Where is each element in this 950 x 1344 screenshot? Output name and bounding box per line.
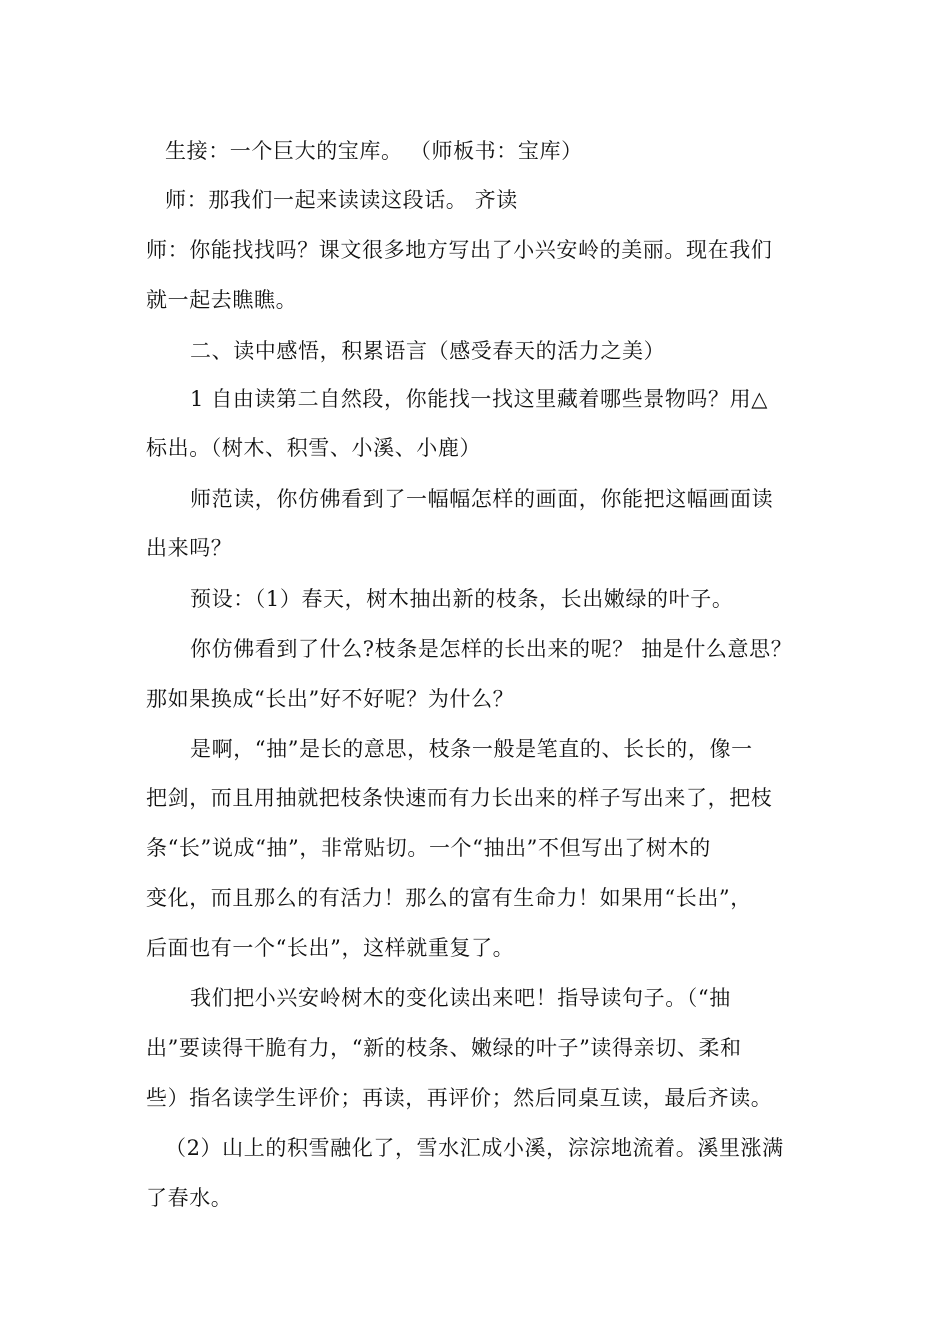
text-line-19: 出”要读得干脆有力，“新的枝条、嫩绿的叶子”读得亲切、柔和 <box>146 1036 742 1060</box>
text-line-2: 师：那我们一起来读读这段话。 齐读 <box>165 188 518 212</box>
text-line-15: 条“长”说成“抽”，非常贴切。一个“抽出”不但写出了树木的 <box>146 836 711 860</box>
text-line-1: 生接：一个巨大的宝库。 （师板书：宝库） <box>165 139 583 163</box>
text-line-7: 标出。（树木、积雪、小溪、小鹿） <box>146 436 482 460</box>
text-line-3: 师：你能找找吗？课文很多地方写出了小兴安岭的美丽。现在我们 <box>146 238 773 262</box>
text-line-16: 变化，而且那么的有活力！那么的富有生命力！如果用“长出”， <box>146 886 752 910</box>
text-line-14: 把剑，而且用抽就把枝条快速而有力长出来的样子写出来了，把枝 <box>146 786 773 810</box>
text-line-17: 后面也有一个“长出”，这样就重复了。 <box>146 936 515 960</box>
text-line-8: 师范读，你仿佛看到了一幅幅怎样的画面，你能把这幅画面读 <box>190 487 774 511</box>
text-line-11: 你仿佛看到了什么?枝条是怎样的长出来的呢？ 抽是什么意思？ <box>190 637 793 661</box>
text-line-18: 我们把小兴安岭树木的变化读出来吧！指导读句子。（“抽 <box>190 986 731 1010</box>
text-line-21: （2）山上的积雪融化了，雪水汇成小溪，淙淙地流着。溪里涨满 <box>165 1136 784 1160</box>
text-line-12: 那如果换成“长出”好不好呢？为什么？ <box>146 687 515 711</box>
text-line-9: 出来吗？ <box>146 536 233 560</box>
text-line-20: 些）指名读学生评价；再读，再评价；然后同桌互读，最后齐读。 <box>146 1086 773 1110</box>
text-line-22: 了春水。 <box>146 1186 233 1210</box>
text-line-13: 是啊，“抽”是长的意思，枝条一般是笔直的、长长的，像一 <box>190 737 753 761</box>
text-line-4: 就一起去瞧瞧。 <box>146 288 298 312</box>
text-line-6: 1 自由读第二自然段，你能找一找这里藏着哪些景物吗？用△ <box>190 387 768 411</box>
text-line-10: 预设：（1）春天，树木抽出新的枝条，长出嫩绿的叶子。 <box>190 587 734 611</box>
section-heading: 二、读中感悟，积累语言（感受春天的活力之美） <box>190 339 666 363</box>
